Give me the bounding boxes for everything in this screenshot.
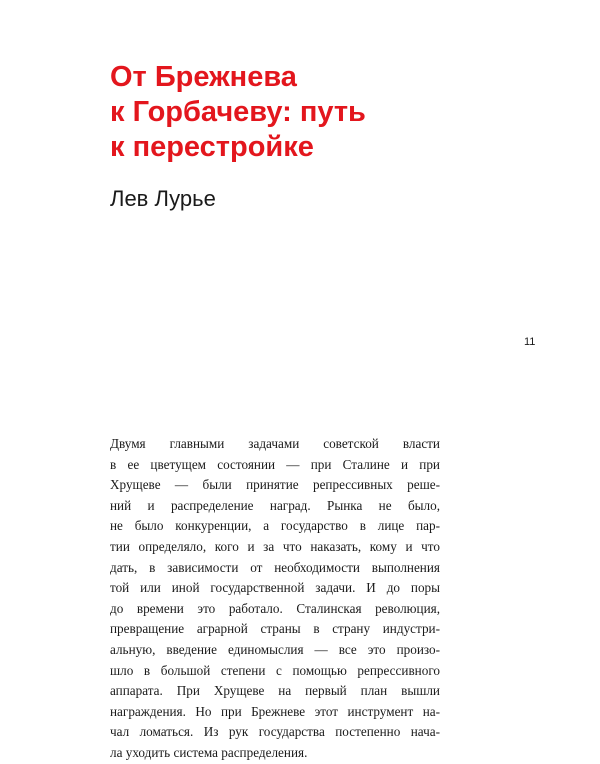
body-line: ла уходить система распределения. (110, 744, 308, 760)
body-line: Хрущеве — были принятие репрессивных реше- (110, 477, 440, 493)
body-line: чал ломаться. Из рук государства постепенно нача- (110, 724, 440, 740)
body-line: Двумя главными задачами советской власти (110, 436, 440, 451)
body-line: ний и распределение наград. Рынка не было, (110, 497, 440, 513)
body-line: награждения. Но при Брежневе этот инструмент на- (110, 703, 440, 719)
chapter-title-line: к перестройке (110, 131, 314, 163)
chapter-title-line: к Горбачеву: путь (110, 96, 366, 128)
body-line: шло в большой степени с помощью репрессивного (110, 662, 440, 678)
author-name: Лев Лурье (110, 186, 216, 211)
chapter-title-line: От Брежнева (110, 61, 297, 93)
body-paragraph (110, 434, 440, 764)
body-line: до времени это работало. Сталинская революция, (110, 600, 440, 616)
body-line: той или иной государственной задачи. И до поры (110, 580, 440, 596)
chapter-title (110, 60, 490, 165)
body-line: тии определяло, кого и за что наказать, кому и что (110, 538, 440, 554)
body-line: превращение аграрной страны в страну индустри- (110, 621, 440, 637)
body-line: дать, в зависимости от необходимости выполнения (110, 559, 440, 575)
body-line: аппарата. При Хрущеве на первый план вышли (110, 683, 440, 699)
body-line: альную, введение единомыслия — все это произо- (110, 641, 440, 657)
page-number: 11 (524, 336, 536, 348)
body-line: не было конкуренции, а государство в лице пар- (110, 518, 440, 534)
body-line: в ее цветущем состоянии — при Сталине и при (110, 456, 440, 472)
